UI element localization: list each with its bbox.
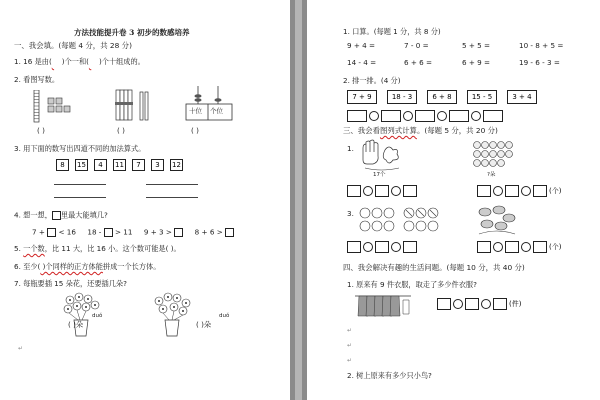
equation-row-4a xyxy=(437,298,521,310)
q3-3-label: 3. xyxy=(347,209,354,218)
q1-blank-ones[interactable] xyxy=(52,58,62,65)
expression-card: 18 - 3 xyxy=(387,90,417,104)
number-card: 3 xyxy=(151,159,164,171)
q1-prefix: 1. 16 是由( xyxy=(14,57,52,66)
unit-label: (个) xyxy=(549,187,562,195)
pinyin-duo: duǒ xyxy=(92,313,103,319)
fruit-groups-image xyxy=(359,206,455,236)
question-6: 6. 至少( )个同样的正方体能拼成一个长方体。 xyxy=(14,262,161,271)
expression-card: 6 + 8 xyxy=(427,90,457,104)
operator-circle[interactable] xyxy=(521,186,531,196)
q4-inequality-row: 7 + < 16 18 - > 11 9 + 3 > 8 + 6 > xyxy=(32,228,234,237)
answer-box[interactable] xyxy=(381,110,401,122)
answer-box[interactable] xyxy=(437,298,451,310)
brace-label-17: 17个 xyxy=(373,172,386,178)
answer-box[interactable] xyxy=(225,228,234,237)
answer-box[interactable] xyxy=(533,185,547,197)
number-card: 11 xyxy=(113,159,126,171)
paragraph-mark: ↵ xyxy=(18,345,24,352)
q1-blank-tens[interactable] xyxy=(89,58,99,65)
answer-box[interactable] xyxy=(505,185,519,197)
mental-math-item: 6 + 6 = xyxy=(404,58,433,67)
expression-card: 7 + 9 xyxy=(347,90,377,104)
question-5: 5. 一个数，比 11 大，比 16 小。这个数可能是( )。 xyxy=(14,244,181,253)
tens-place-label: 十位 xyxy=(189,107,202,115)
question-4-label: 4. 想一想， 里最大能填几? xyxy=(14,210,108,220)
unit-label: (件) xyxy=(509,300,522,308)
number-card: 15 xyxy=(75,159,88,171)
number-card: 4 xyxy=(94,159,107,171)
mental-math-item: 7 - 0 = xyxy=(404,41,429,50)
answer-box[interactable] xyxy=(465,298,479,310)
compare-circle[interactable] xyxy=(437,111,447,121)
section-3-heading: 三、我会看图列式计算。(每题 5 分，共 20 分) xyxy=(343,126,498,135)
answer-line[interactable] xyxy=(146,184,198,185)
answer-box[interactable] xyxy=(483,110,503,122)
q4-1-label: 1. 原来有 9 件衣服，取走了多少件衣服? xyxy=(347,280,477,289)
section-1-heading: 一、我会填。(每题 4 分，共 28 分) xyxy=(14,41,132,50)
answer-box[interactable] xyxy=(415,110,435,122)
pinyin-duo: duǒ xyxy=(219,313,230,319)
answer-line[interactable] xyxy=(146,197,198,198)
mental-math-item: 14 - 4 = xyxy=(347,58,377,67)
answer-box[interactable] xyxy=(347,110,367,122)
fish-group-image xyxy=(475,204,519,236)
compare-circle[interactable] xyxy=(403,111,413,121)
q2-answer-blank-2[interactable]: ( ) xyxy=(117,126,125,135)
answer-box[interactable] xyxy=(104,228,113,237)
expression-card: 15 - 5 xyxy=(467,90,497,104)
answer-line[interactable] xyxy=(54,184,106,185)
brace-label-flowers: ?朵 xyxy=(487,172,496,178)
operator-circle[interactable] xyxy=(493,186,503,196)
number-card: 8 xyxy=(56,159,69,171)
page-gap xyxy=(290,0,307,400)
q2-answer-blank-1[interactable]: ( ) xyxy=(37,126,45,135)
compare-circle[interactable] xyxy=(369,111,379,121)
q7-answer-blank-1[interactable]: ( )朵 xyxy=(68,320,84,329)
equation-row-1b xyxy=(477,185,561,197)
stick-bundle-image xyxy=(114,88,152,124)
ones-place-label: 个位 xyxy=(210,107,223,115)
answer-box[interactable] xyxy=(47,228,56,237)
answer-box[interactable] xyxy=(174,228,183,237)
mental-math-item: 5 + 5 = xyxy=(462,41,491,50)
operator-circle[interactable] xyxy=(391,186,401,196)
equation-row-3a xyxy=(347,241,417,253)
r-question-2-label: 2. 排一排。(4 分) xyxy=(343,76,401,85)
answer-box[interactable] xyxy=(375,241,389,253)
answer-box[interactable] xyxy=(505,241,519,253)
answer-box[interactable] xyxy=(375,185,389,197)
expression-cards xyxy=(347,90,537,104)
expression-card: 3 + 4 xyxy=(507,90,537,104)
q1-suffix: )个十组成的。 xyxy=(98,57,145,66)
ordering-answer-row xyxy=(347,110,503,122)
mental-math-item: 6 + 9 = xyxy=(462,58,491,67)
answer-box[interactable] xyxy=(347,185,361,197)
equation-row-3b xyxy=(477,241,561,253)
answer-box[interactable] xyxy=(449,110,469,122)
mental-math-item: 9 + 4 = xyxy=(347,41,376,50)
hand-and-pieces-image xyxy=(359,138,405,172)
blank-box-icon xyxy=(52,211,61,220)
operator-circle[interactable] xyxy=(363,242,373,252)
q4-2-label: 2. 树上原来有多少只小鸟? xyxy=(347,371,432,380)
abacus-image xyxy=(184,82,234,122)
counting-blocks-image xyxy=(32,90,74,124)
answer-line[interactable] xyxy=(54,197,106,198)
answer-box[interactable] xyxy=(477,185,491,197)
q7-answer-blank-2[interactable]: ( )朵 xyxy=(196,320,212,329)
right-page xyxy=(307,0,600,400)
operator-circle[interactable] xyxy=(363,186,373,196)
q1-mid: )个一和( xyxy=(61,57,89,66)
number-card: 7 xyxy=(132,159,145,171)
mental-math-item: 10 - 8 + 5 = xyxy=(519,41,564,50)
paragraph-mark: ↵ xyxy=(347,327,353,334)
flower-grid-image xyxy=(472,140,516,170)
question-2-label: 2. 看图写数。 xyxy=(14,75,60,84)
q3-1-label: 1. xyxy=(347,144,354,153)
flower-vase-image xyxy=(150,292,194,338)
answer-box[interactable] xyxy=(477,241,491,253)
equation-row-1a xyxy=(347,185,417,197)
question-3-label: 3. 用下面的数写出四道不同的加法算式。 xyxy=(14,144,146,153)
left-page xyxy=(0,0,290,400)
operator-circle[interactable] xyxy=(391,242,401,252)
operator-circle[interactable] xyxy=(481,299,491,309)
question-7-label: 7. 每瓶要插 15 朵花，还要插几朵? xyxy=(14,279,127,288)
answer-box[interactable] xyxy=(403,241,417,253)
compare-circle[interactable] xyxy=(471,111,481,121)
clothes-rack-image xyxy=(353,292,413,320)
answer-box[interactable] xyxy=(403,185,417,197)
operator-circle[interactable] xyxy=(453,299,463,309)
worksheet-title: 方法技能提升卷 3 初步的数感培养 xyxy=(74,28,190,37)
mental-math-item: 19 - 6 - 3 = xyxy=(519,58,560,67)
paragraph-mark: ↵ xyxy=(347,357,353,364)
answer-box[interactable] xyxy=(533,241,547,253)
q2-answer-blank-3[interactable]: ( ) xyxy=(191,126,199,135)
r-question-1-label: 1. 口算。(每题 1 分，共 8 分) xyxy=(343,27,441,36)
operator-circle[interactable] xyxy=(521,242,531,252)
answer-box[interactable] xyxy=(347,241,361,253)
operator-circle[interactable] xyxy=(493,242,503,252)
number-card: 12 xyxy=(170,159,183,171)
paragraph-mark: ↵ xyxy=(347,342,353,349)
question-1 xyxy=(14,58,145,65)
answer-box[interactable] xyxy=(493,298,507,310)
number-cards xyxy=(56,159,183,171)
unit-label: (个) xyxy=(549,243,562,251)
section-4-heading: 四、我会解决有趣的生活问题。(每题 10 分，共 40 分) xyxy=(343,263,525,272)
